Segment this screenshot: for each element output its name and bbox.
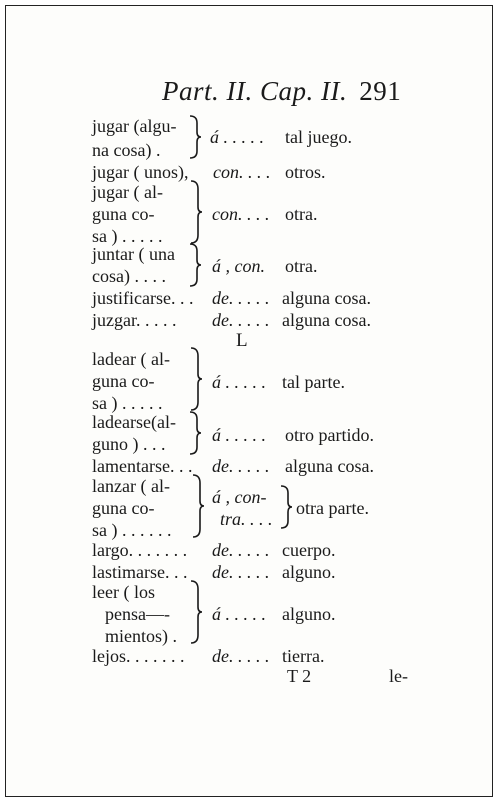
entry-word: juzgar. . . . . [92, 310, 177, 330]
entry-word-line: guna co- [92, 371, 155, 391]
book-page [5, 5, 493, 797]
header-title: Part. II. Cap. II. [162, 76, 348, 106]
entry-object: otra. [285, 204, 318, 224]
entry-preposition: á . . . . . [212, 372, 266, 392]
entry-preposition: á . . . . . [210, 127, 264, 147]
brace-icon [188, 243, 202, 287]
entry-object: alguno. [282, 562, 336, 582]
entry-preposition-line: á , con- [212, 487, 267, 507]
entry-word: lastimarse. . . [92, 562, 188, 582]
brace-icon [189, 580, 203, 644]
entry-word-line: cosa) . . . . [92, 266, 166, 286]
entry-preposition: á . . . . . [212, 604, 266, 624]
entry-preposition: de. . . . . [212, 310, 270, 330]
entry-word-line: lanzar ( al- [92, 476, 170, 496]
entry-word-line: juntar ( una [92, 244, 175, 264]
catchword: le- [389, 666, 408, 686]
entry-object: otro partido. [285, 425, 374, 445]
entry-object: otros. [285, 162, 326, 182]
entry-word-line: guno ) . . . [92, 434, 166, 454]
entry-word-line: ladearse(al- [92, 412, 176, 432]
entry-word-line: guna co- [92, 204, 155, 224]
entry-preposition: de. . . . . [212, 562, 270, 582]
entry-word-line: leer ( los [92, 582, 155, 602]
entry-word-line: sa ) . . . . . [92, 393, 163, 413]
entry-word-line: ladear ( al- [92, 349, 170, 369]
brace-icon [191, 474, 205, 538]
entry-word-line: na cosa) . [92, 140, 161, 160]
entry-object: alguno. [282, 604, 336, 624]
entry-preposition: con. . . . [212, 204, 270, 224]
section-letter: L [236, 330, 248, 351]
entry-preposition: de. . . . . [212, 456, 270, 476]
entry-word: justificarse. . . [92, 288, 194, 308]
entry-word-line: jugar (algu- [92, 116, 177, 136]
brace-icon [188, 411, 202, 455]
entry-word-line: guna co- [92, 498, 155, 518]
entry-preposition: á . . . . . [212, 425, 266, 445]
entry-object: tal juego. [285, 127, 352, 147]
entry-preposition: á , con. [212, 256, 265, 276]
entry-preposition: de. . . . . [212, 540, 270, 560]
entry-word: largo. . . . . . . [92, 540, 188, 560]
entry-object: alguna cosa. [282, 288, 371, 308]
brace-icon [189, 347, 203, 411]
entry-preposition-line: tra. . . . [220, 509, 273, 529]
entry-preposition: de. . . . . [212, 646, 270, 666]
entry-object: cuerpo. [282, 540, 336, 560]
entry-object: tierra. [282, 646, 325, 666]
brace-icon [189, 180, 203, 244]
entry-word: lejos. . . . . . . [92, 646, 185, 666]
entry-word: jugar ( unos), [92, 162, 189, 182]
entry-word-line: sa ) . . . . . . [92, 520, 172, 540]
entry-object: otra parte. [296, 498, 369, 518]
page-number: 291 [359, 76, 402, 106]
brace-icon [188, 115, 202, 159]
entry-word: lamentarse. . . [92, 456, 193, 476]
entry-object: otra. [285, 256, 318, 276]
entry-object: tal parte. [282, 372, 345, 392]
entry-word-line: mientos) . [105, 626, 177, 646]
entry-preposition: con. . . . [213, 162, 271, 182]
brace-icon [279, 485, 293, 529]
entry-word-line: pensa—- [105, 604, 170, 624]
entry-word-line: jugar ( al- [92, 182, 163, 202]
running-header [162, 76, 401, 107]
entry-object: alguna cosa. [285, 456, 374, 476]
entry-preposition: de. . . . . [212, 288, 270, 308]
entry-word-line: sa ) . . . . . [92, 226, 163, 246]
entry-object: alguna cosa. [282, 310, 371, 330]
signature-mark: T 2 [287, 666, 312, 686]
